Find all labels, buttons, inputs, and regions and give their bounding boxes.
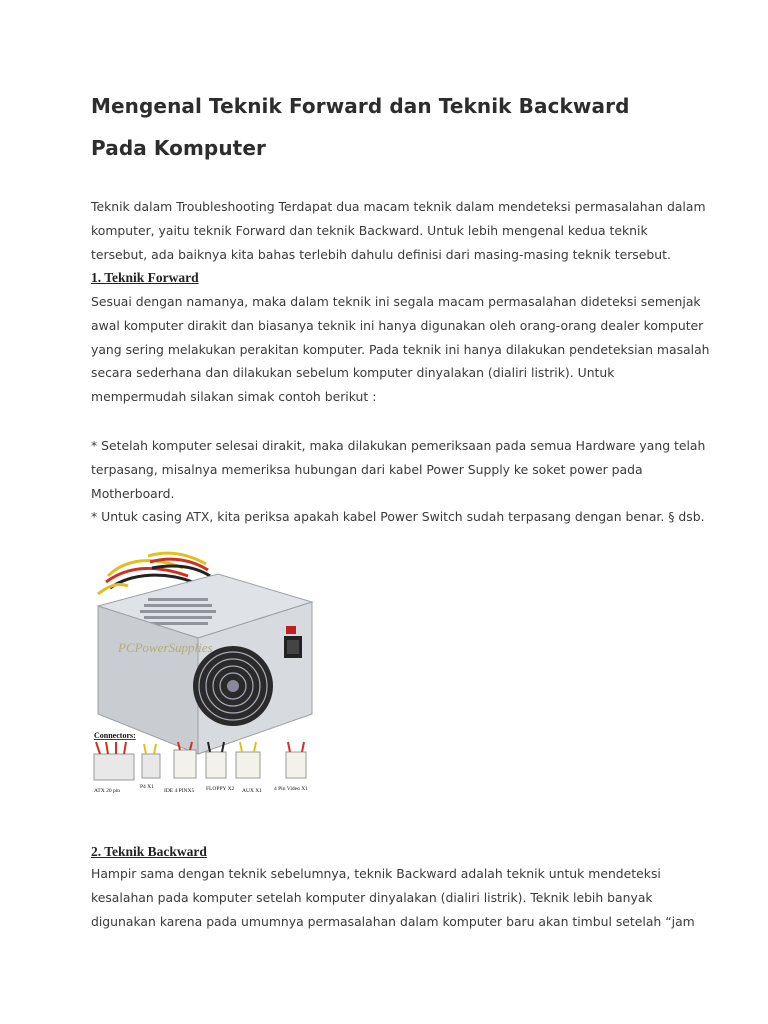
article-title-line-2: Pada Komputer <box>91 136 266 160</box>
intro-line: komputer, yaitu teknik Forward dan teknik Backward. Untuk lebih mengenal kedua teknik <box>91 222 648 238</box>
intro-line: tersebut, ada baiknya kita bahas terlebih dahulu definisi dari masing-masing teknik tersebut. <box>91 246 671 262</box>
power-supply-image <box>88 546 316 814</box>
section-1-bullets <box>91 434 706 529</box>
connector-caption: P4 X1 <box>140 784 154 790</box>
section-2-paragraph <box>91 862 695 933</box>
section-1-heading: 1. Teknik Forward <box>91 270 199 285</box>
bullet-line: * Setelah komputer selesai dirakit, maka dilakukan pemeriksaan pada semua Hardware yang telah <box>91 438 706 453</box>
connectors-label: Connectors: <box>94 731 136 740</box>
connector-caption: AUX X1 <box>242 788 263 794</box>
connector-caption: FLOPPY X2 <box>206 786 235 792</box>
watermark-text: PCPowerSupplies <box>118 640 213 655</box>
section-1-line: secara sederhana dan dilakukan sebelum komputer dinyalakan (dialiri listrik). Untuk <box>91 365 615 381</box>
bullet-line: * Untuk casing ATX, kita periksa apakah kabel Power Switch sudah terpasang dengan benar. § dsb. <box>91 509 705 525</box>
article-title-line-1: Mengenal Teknik Forward dan Teknik Backward <box>91 94 630 118</box>
section-1-line: mempermudah silakan simak contoh berikut : <box>91 389 377 405</box>
section-2-line: Hampir sama dengan teknik sebelumnya, teknik Backward adalah teknik untuk mendeteksi <box>91 866 661 881</box>
bullet-line: Motherboard. <box>91 485 175 501</box>
connector-caption: IDE 4 PINX5 <box>164 788 195 794</box>
bullet-line: terpasang, misalnya memeriksa hubungan dari kabel Power Supply ke soket power pada <box>91 461 643 477</box>
connector-caption: 4 Pin Video X1 <box>274 786 308 792</box>
section-2-heading: 2. Teknik Backward <box>91 844 207 859</box>
fan-grill <box>193 646 273 726</box>
connector-caption: ATX 20 pin <box>94 788 120 794</box>
section-2-line: kesalahan pada komputer setelah komputer dinyalakan (dialiri listrik). Teknik lebih banyak <box>91 889 653 905</box>
intro-line: Teknik dalam Troubleshooting Terdapat dua macam teknik dalam mendeteksi permasalahan dalam <box>91 199 706 214</box>
section-2-line: digunakan karena pada umumnya permasalahan dalam komputer baru akan timbul setelah “jam <box>91 913 695 929</box>
section-1-line: Sesuai dengan namanya, maka dalam teknik ini segala macam permasalahan dideteksi semenjak <box>91 294 701 309</box>
section-1-paragraph <box>91 290 710 409</box>
section-1-line: awal komputer dirakit dan biasanya teknik ini hanya digunakan oleh orang-orang dealer komputer <box>91 317 704 333</box>
intro-paragraph <box>91 195 706 266</box>
section-1-line: yang sering melakukan perakitan komputer. Pada teknik ini hanya dilakukan pendeteksian masalah <box>91 341 710 357</box>
